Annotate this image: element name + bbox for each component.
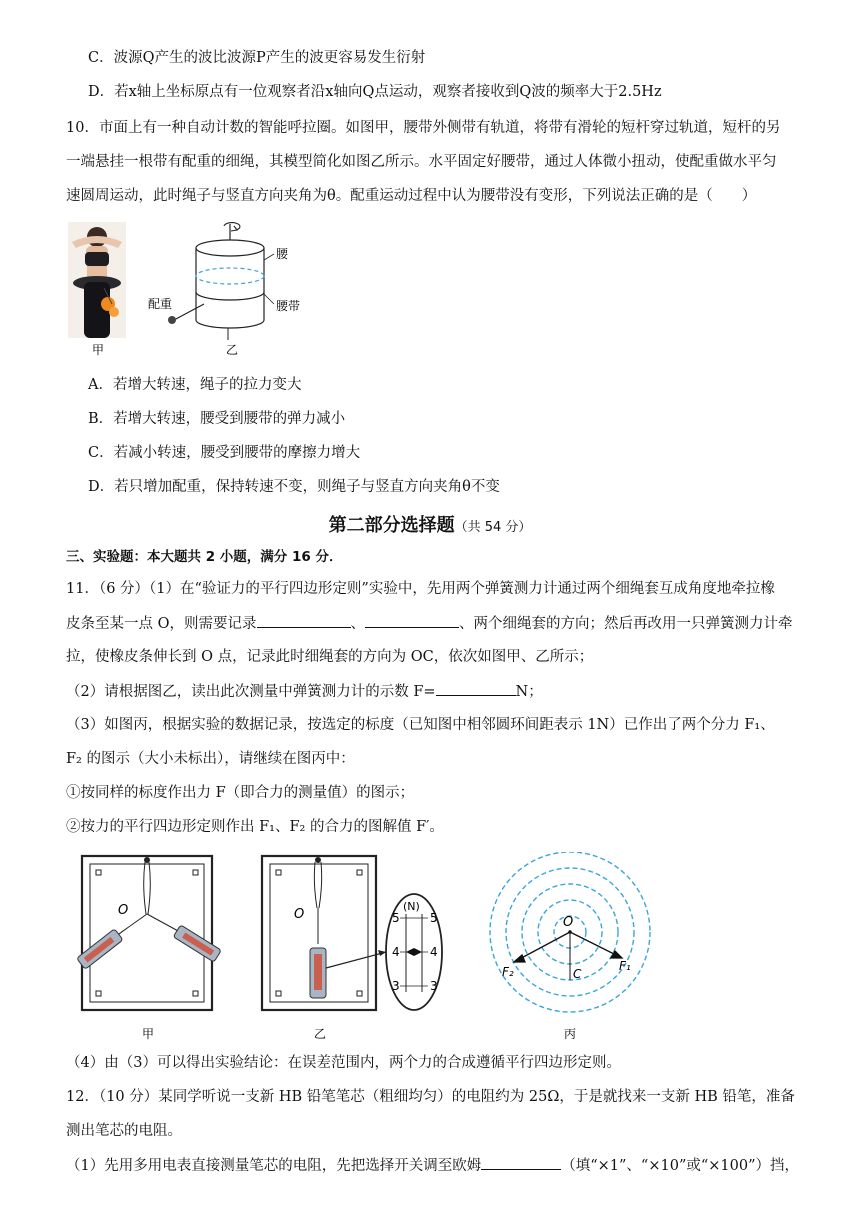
q11-blank-2[interactable] [365, 613, 459, 628]
q10-figure [66, 220, 326, 360]
q11-line3: 拉，使橡皮条伸长到 O 点，记录此时细绳套的方向为 OC，依次如图甲、乙所示； [66, 649, 594, 665]
q11-line2-text-a: 皮条至某一点 O，则需要记录 [66, 616, 257, 632]
q12-line3-text-a: （1）先用多用电表直接测量笔芯的电阻，先把选择开关调至欧姆 [66, 1158, 482, 1174]
pointer-arrow [378, 950, 386, 956]
bing-o-label: O [563, 915, 574, 930]
waist-cylinder-model [174, 223, 274, 340]
scale-3-right: 3 [430, 979, 438, 993]
fig-yi-label: 乙 [226, 343, 239, 357]
spring-scale-right [173, 925, 221, 962]
q11-line5: （3）如图丙，根据实验的数据记录，按选定的标度（已知图中相邻圆环间距表示 1N）已作出了两个分力 F₁、 [66, 717, 775, 733]
q11-line6: F₂ 的图示（大小未标出），请继续在图丙中： [66, 751, 355, 767]
q11-figures [70, 852, 790, 1048]
counterweight-ball [168, 316, 176, 324]
fig-yao-label: 腰 [276, 247, 289, 261]
q9-option-c: C．波源Q产生的波比波源P产生的波更容易发生衍射 [88, 50, 426, 66]
q9-option-d: D．若x轴上坐标原点有一位观察者沿x轴向Q点运动，观察者接收到Q波的频率大于2.5Hz [88, 84, 662, 100]
scale-4-left: 4 [392, 945, 400, 959]
q12-line3 [66, 1155, 799, 1176]
jia-o-label: O [118, 903, 129, 918]
yi-o-label: O [294, 907, 305, 922]
fig-peizhong-label: 配重 [148, 297, 173, 311]
spring-scale-vertical [310, 948, 326, 998]
q11-line4 [66, 681, 543, 702]
q10-option-b: B．若增大转速，腰受到腰带的弹力减小 [88, 411, 346, 427]
c-label: C [573, 967, 582, 981]
fig-yaodai-label: 腰带 [276, 299, 301, 313]
q11-blank-1[interactable] [257, 613, 351, 628]
yi-label: 乙 [314, 1027, 327, 1041]
q12-line1: 12．（10 分）某同学听说一支新 HB 铅笔笔芯（粗细均匀）的电阻约为 25Ω，于是就找来一支新 HB 铅笔，准备 [66, 1089, 795, 1105]
point-o [568, 930, 572, 934]
bing-label: 丙 [564, 1027, 577, 1041]
f2-label: F₂ [502, 965, 514, 979]
scale-unit-label: (N) [403, 900, 420, 913]
q11-line2 [66, 613, 793, 634]
q11-line2-sep: 、 [350, 616, 365, 632]
q10-option-a: A．若增大转速，绳子的拉力变大 [88, 377, 302, 393]
q10-option-c: C．若减小转速，腰受到腰带的摩擦力增大 [88, 445, 361, 461]
section-3-title: 三、实验题：本大题共 2 小题，满分 16 分． [66, 549, 343, 565]
scale-3-left: 3 [392, 979, 400, 993]
scale-4-right: 4 [430, 945, 438, 959]
section-2-heading [0, 511, 860, 537]
q10-option-d: D．若只增加配重，保持转速不变，则绳子与竖直方向夹角θ不变 [88, 479, 500, 495]
scale-5-right: 5 [430, 911, 438, 925]
hula-hoop-photo [68, 222, 126, 338]
f1-label: F₁ [619, 959, 631, 973]
q11-line2-text-b: 、两个细绳套的方向；然后再改用一只弹簧测力计牵 [459, 616, 793, 632]
q11-line7: ①按同样的标度作出力 F（即合力的测量值）的图示； [66, 785, 415, 801]
q10-stem-line2: 一端悬挂一根带有配重的细绳，其模型简化如图乙所示。水平固定好腰带，通过人体微小扭动，使配重做水平匀 [66, 154, 777, 170]
q10-stem-line3: 速圆周运动，此时绳子与竖直方向夹角为θ。配重运动过程中认为腰带没有变形，下列说法正确的是（ ） [66, 188, 757, 204]
spring-scale-left [77, 925, 128, 969]
q11-line1: 11．（6 分）（1）在“验证力的平行四边形定则”实验中，先用两个弹簧测力计通过两个细绳套互成角度地牵拉橡 [66, 581, 775, 597]
q11-blank-F[interactable] [436, 681, 516, 696]
q11-line9: （4）由（3）可以得出实验结论：在误差范围内，两个力的合成遵循平行四边形定则。 [66, 1055, 621, 1071]
section-2-title: 第二部分选择题 [328, 515, 455, 536]
jia-label: 甲 [142, 1027, 155, 1041]
q12-line3-text-b: （填“×1”、“×10”或“×100”）挡， [561, 1158, 800, 1174]
force-vectors [514, 932, 622, 980]
q11-line4-text-b: N； [515, 684, 543, 700]
q12-line2: 测出笔芯的电阻。 [66, 1123, 182, 1139]
scale-5-left: 5 [392, 911, 400, 925]
section-2-score: （共 54 分） [454, 520, 532, 535]
q11-line8: ②按力的平行四边形定则作出 F₁、F₂ 的合力的图解值 F′。 [66, 819, 444, 835]
fig-jia-label: 甲 [92, 343, 105, 357]
q10-stem-line1: 10．市面上有一种自动计数的智能呼拉圈。如图甲，腰带外侧带有轨道，将带有滑轮的短杆穿过轨道，短杆的另 [66, 120, 781, 136]
q12-blank-range[interactable] [481, 1155, 561, 1170]
q11-line4-text-a: （2）请根据图乙，读出此次测量中弹簧测力计的示数 F= [66, 684, 436, 700]
